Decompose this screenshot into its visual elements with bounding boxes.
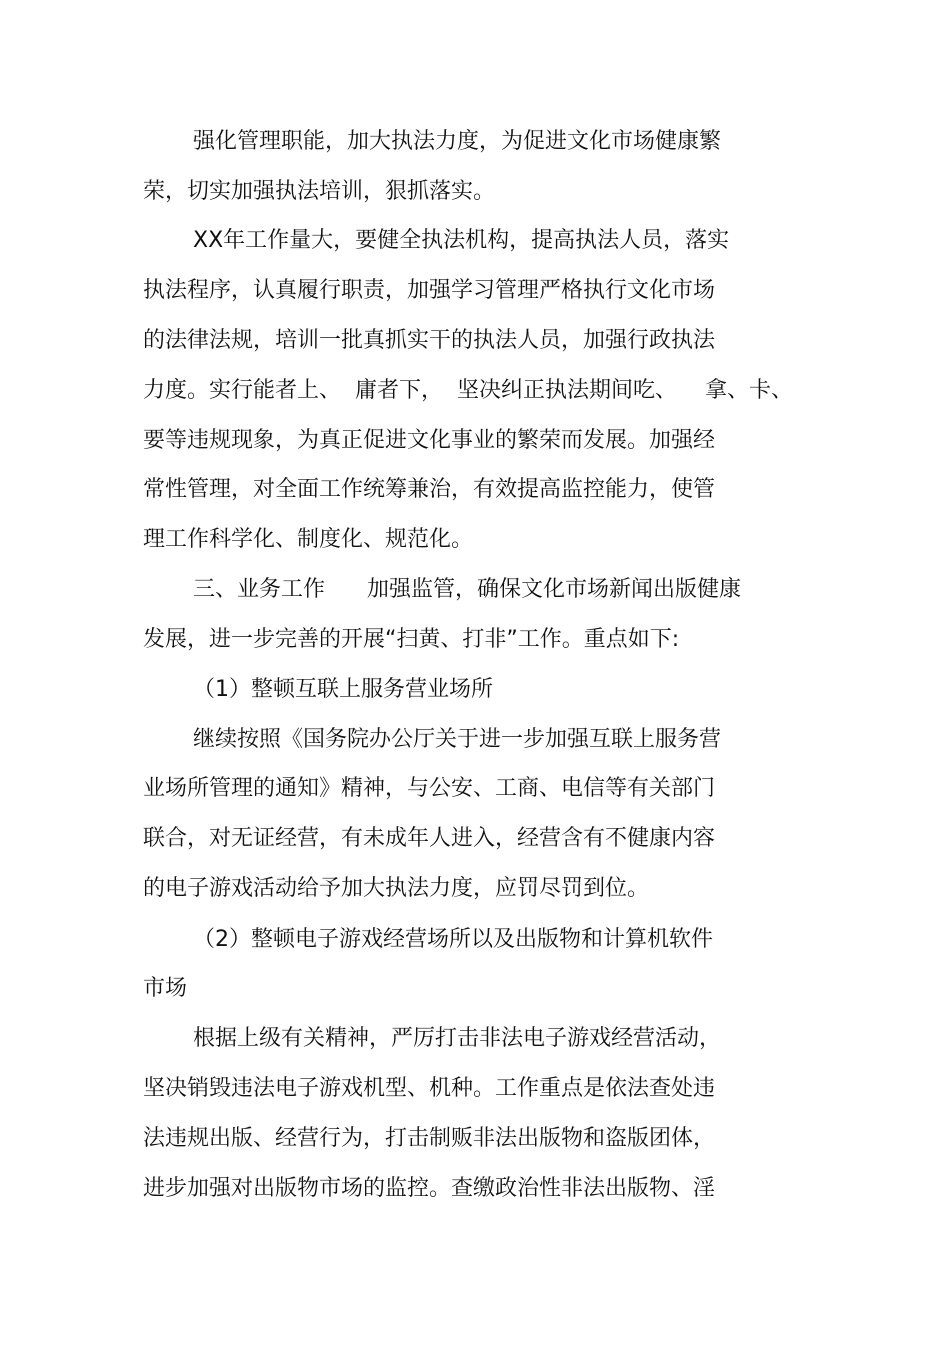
text-line-12: （1）整顿互联上服务营业场所 <box>193 677 493 702</box>
text-line-19: 根据上级有关精神，严厉打击非法电子游戏经营活动， <box>193 1026 722 1051</box>
text-line-16: 的电子游戏活动给予加大执法力度，应罚尽罚到位。 <box>143 876 650 901</box>
text-line-20: 坚决销毁违法电子游戏机型、机种。工作重点是依法查处违 <box>143 1076 716 1101</box>
text-line-10: 三、业务工作 加强监管，确保文化市场新闻出版健康 <box>193 577 741 602</box>
text-line-13: 继续按照《国务院办公厅关于进一步加强互联上服务营 <box>193 727 722 752</box>
text-line-6: 力度。实行能者上、 庸者下， 坚决纠正执法期间吃、 拿、卡、 <box>143 378 793 403</box>
text-line-5: 的法律法规，培训一批真抓实干的执法人员，加强行政执法 <box>143 328 716 353</box>
text-line-2: 荣，切实加强执法培训，狠抓落实。 <box>143 179 496 204</box>
text-line-21: 法违规出版、经营行为，打击制贩非法出版物和盗版团体， <box>143 1126 716 1151</box>
text-line-17: （2）整顿电子游戏经营场所以及出版物和计算机软件 <box>193 927 713 952</box>
text-line-11: 发展，进一步完善的开展“扫黄、打非”工作。重点如下: <box>143 627 680 652</box>
text-line-7: 要等违规现象，为真正促进文化事业的繁荣而发展。加强经 <box>143 428 716 453</box>
text-line-3: XX年工作量大，要健全执法机构，提高执法人员，落实 <box>193 228 730 253</box>
text-line-9: 理工作科学化、制度化、规范化。 <box>143 527 474 552</box>
text-line-1: 强化管理职能，加大执法力度，为促进文化市场健康繁 <box>193 129 722 154</box>
text-line-8: 常性管理，对全面工作统筹兼治，有效提高监控能力，使管 <box>143 477 716 502</box>
text-line-18: 市场 <box>143 976 188 1001</box>
text-line-4: 执法程序，认真履行职责，加强学习管理严格执行文化市场 <box>143 278 716 303</box>
text-line-15: 联合，对无证经营，有未成年人进入，经营含有不健康内容 <box>143 826 716 851</box>
text-line-22: 进步加强对出版物市场的监控。查缴政治性非法出版物、淫 <box>143 1176 716 1201</box>
text-line-14: 业场所管理的通知》精神，与公安、工商、电信等有关部门 <box>143 776 716 801</box>
